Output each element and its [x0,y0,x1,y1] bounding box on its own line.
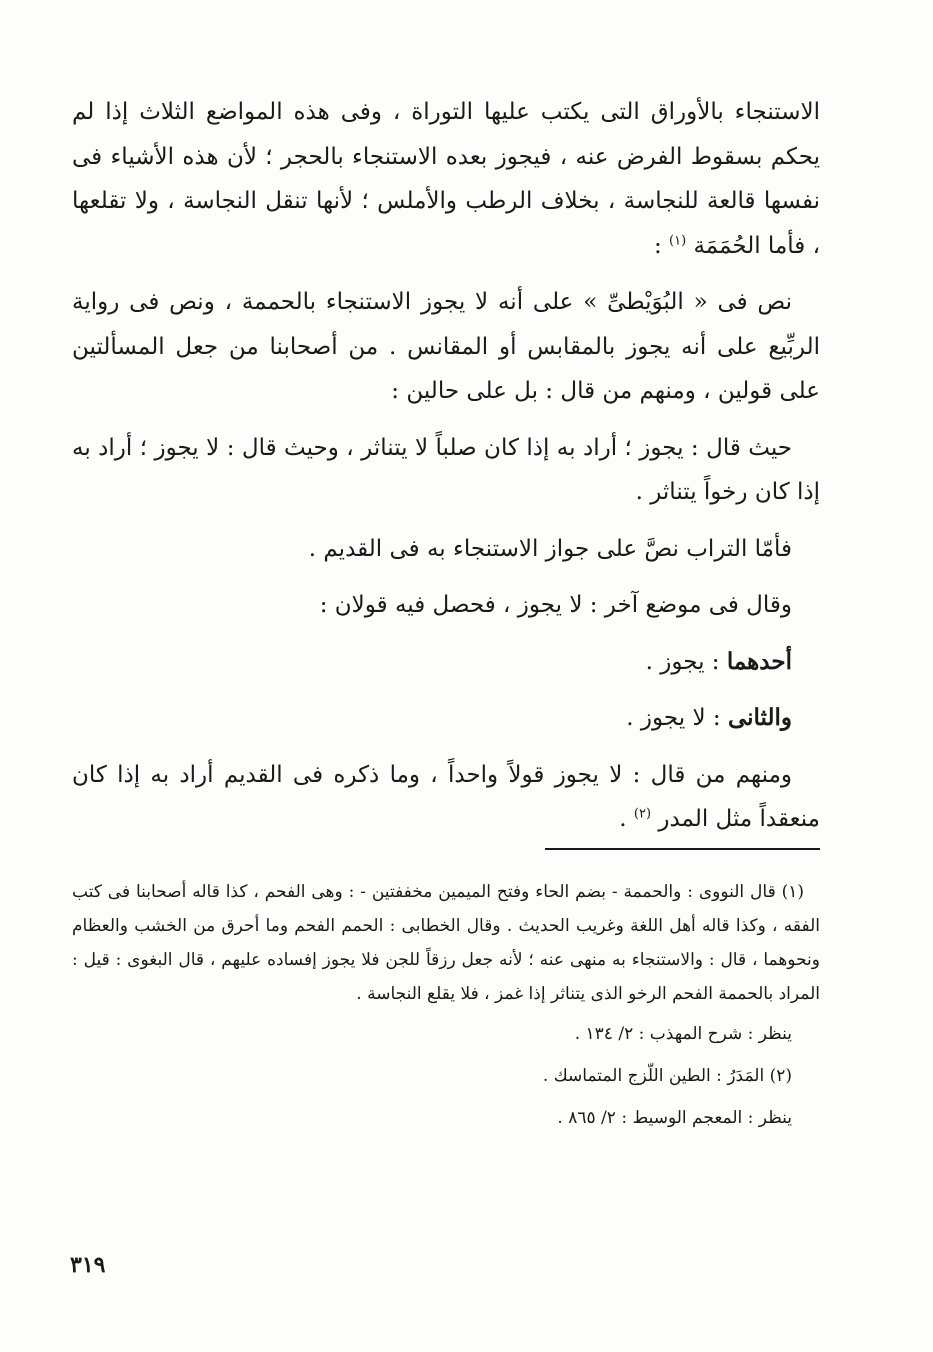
paragraph-5: وقال فى موضع آخر : لا يجوز ، فحصل فيه قولان : [319,592,792,618]
paragraph-6 [72,640,792,685]
paragraph-1-end: : [653,232,662,259]
footnote-1: (١) قال النووى : والحممة - بضم الحاء وفتح الميمين مخففتين - : وهى الفحم ، كذا قاله أصحابنا فى كتب الفقه ، وكذا قاله أهل اللغة وغريب الحديث . وقال الخطابى : الحمم الفحم وما أحرق من الخشب والعظام ونحوهما ، قال : والاستنجاء به منهى عنه ؛ لأنه جعل رزقاً للجن فلا يجوز إفساده عليهم ، قال البغوى : قيل : المراد بالحممة الفحم الرخو الذى يتناثر إذا غمز ، فلا يقلع النجاسة . [72,882,820,1004]
paragraph-4: فأمّا التراب نصَّ على جواز الاستنجاء به فى القديم . [308,535,792,562]
paragraph-8 [72,753,820,842]
paragraph-7 [72,696,792,741]
second-opinion-label: والثانى [727,704,792,731]
footnote-1-reference: ينظر : شرح المهذب : ٢/ ١٣٤ . [574,1024,792,1044]
paragraph-8-end: . [619,806,627,832]
first-opinion-text: : يجوز . [645,648,720,675]
first-opinion-label: أحدهما [726,647,792,675]
paragraph-8-text: ومنهم من قال : لا يجوز قولاً واحداً ، وما ذكره فى القديم أراد به إذا كان منعقداً مثل المدر [72,761,820,832]
page-number: ٣١٩ [70,1252,106,1278]
paragraph-2: نص فى « البُوَيْطىِّ » على أنه لا يجوز الاستنجاء بالحممة ، ونص فى رواية الربِّيع على أنه يجوز بالمقابس أو المقانس . من أصحابنا من جعل المسألتين على قولين ، ومنهم من قال : بل على حالين : [72,289,820,404]
paragraph-1-text: الاستنجاء بالأوراق التى يكتب عليها التوراة ، وفى هذه المواضع الثلاث إذا لم يحكم بسقوط الفرض عنه ، فيجوز بعده الاستنجاء بالحجر ؛ لأن هذه الأشياء فى نفسها قالعة للنجاسة ، بخلاف الرطب والأملس ؛ لأنها تنقل النجاسة ، ولا تقلعها ، فأما الحُمَمَة [72,99,820,259]
second-opinion-text: : لا يجوز . [626,705,721,731]
footnotes [72,875,820,1137]
footnote-marker-1: (١) [669,232,687,248]
footnote-marker-2: (٢) [633,806,652,822]
paragraph-3: حيث قال : يجوز ؛ أراد به إذا كان صلباً لا يتناثر ، وحيث قال : لا يجوز ؛ أراد به إذا كان رخواً يتناثر . [72,434,820,505]
footnote-separator [545,848,820,850]
main-text [72,90,820,842]
footnote-2-reference: ينظر : المعجم الوسيط : ٢/ ٨٦٥ . [557,1108,792,1128]
paragraph-1 [72,90,820,268]
footnote-2: (٢) المَدَرُ : الطين اللّزج المتماسك . [542,1066,792,1086]
